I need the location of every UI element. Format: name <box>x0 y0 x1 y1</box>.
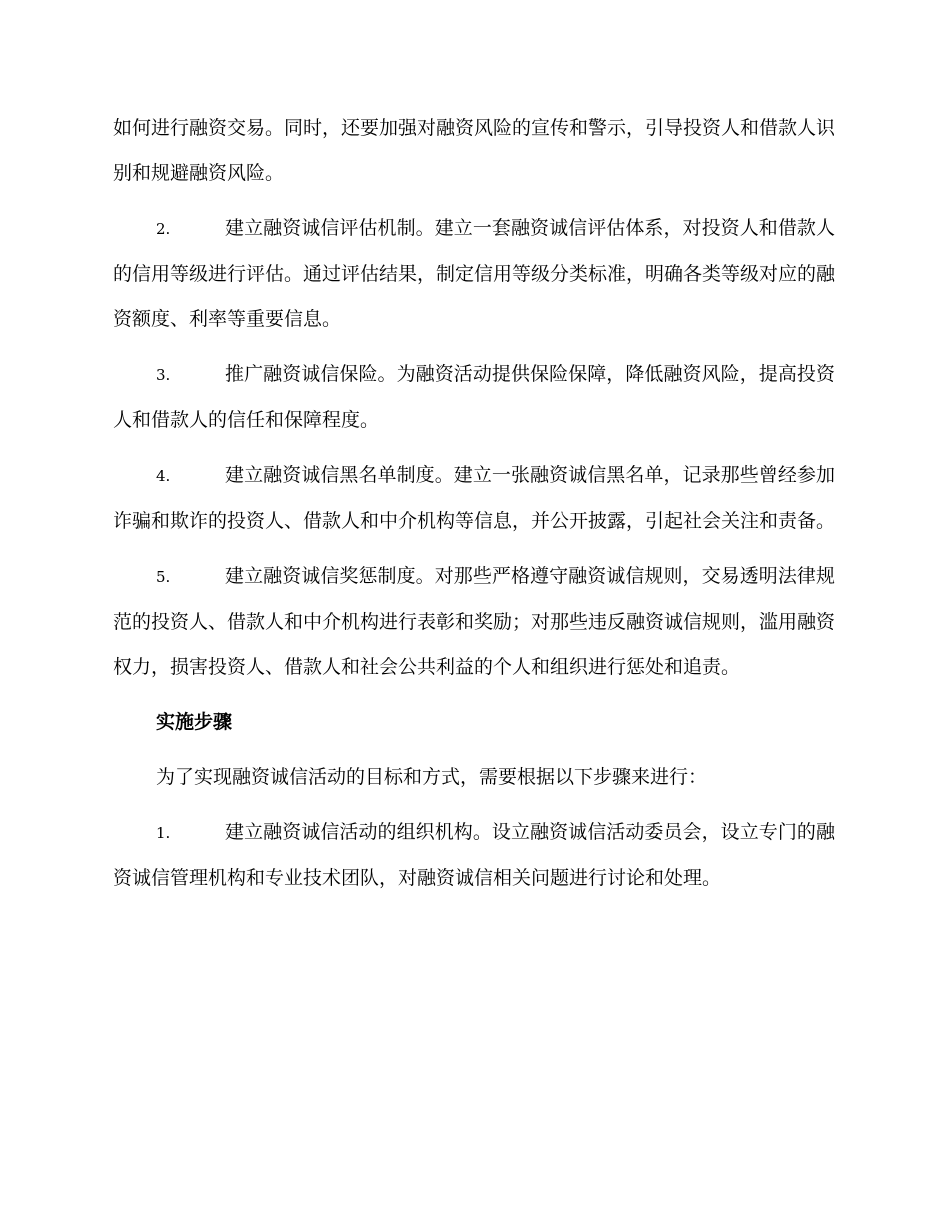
list-item-measure-4 <box>113 453 835 544</box>
list-item-text: 建立融资诚信奖惩制度。对那些严格遵守融资诚信规则，交易透明法律规范的投资人、借款人和中介机构进行表彰和奖励；对那些违反融资诚信规则，滥用融资权力，损害投资人、借款人和社会公共利益的个人和组织进行惩处和追责。 <box>113 565 836 678</box>
list-item-step-1 <box>113 810 835 901</box>
document-body <box>113 106 835 911</box>
list-number: 2. <box>156 220 171 238</box>
list-item-measure-3 <box>113 352 835 443</box>
section-heading: 实施步骤 <box>156 711 233 733</box>
intro-continuation-paragraph: 如何进行融资交易。同时，还要加强对融资风险的宣传和警示，引导投资人和借款人识别和规避融资风险。 <box>113 117 836 184</box>
list-item-text: 建立融资诚信活动的组织机构。设立融资诚信活动委员会，设立专门的融资诚信管理机构和专业技术团队，对融资诚信相关问题进行讨论和处理。 <box>113 821 835 889</box>
list-number: 3. <box>156 366 171 384</box>
list-number: 5. <box>156 568 171 586</box>
section-intro-paragraph: 为了实现融资诚信活动的目标和方式，需要根据以下步骤来进行： <box>156 766 708 788</box>
list-item-measure-5 <box>113 554 835 690</box>
list-number: 4. <box>156 467 171 485</box>
list-item-text: 推广融资诚信保险。为融资活动提供保险保障，降低融资风险，提高投资人和借款人的信任和保障程度。 <box>113 363 835 431</box>
list-item-measure-2 <box>113 206 835 342</box>
list-number: 1. <box>156 824 171 842</box>
list-item-text: 建立融资诚信黑名单制度。建立一张融资诚信黑名单，记录那些曾经参加诈骗和欺诈的投资人、借款人和中介机构等信息，并公开披露，引起社会关注和责备。 <box>113 464 836 532</box>
list-item-text: 建立融资诚信评估机制。建立一套融资诚信评估体系，对投资人和借款人的信用等级进行评估。通过评估结果，制定信用等级分类标准，明确各类等级对应的融资额度、利率等重要信息。 <box>113 217 836 330</box>
